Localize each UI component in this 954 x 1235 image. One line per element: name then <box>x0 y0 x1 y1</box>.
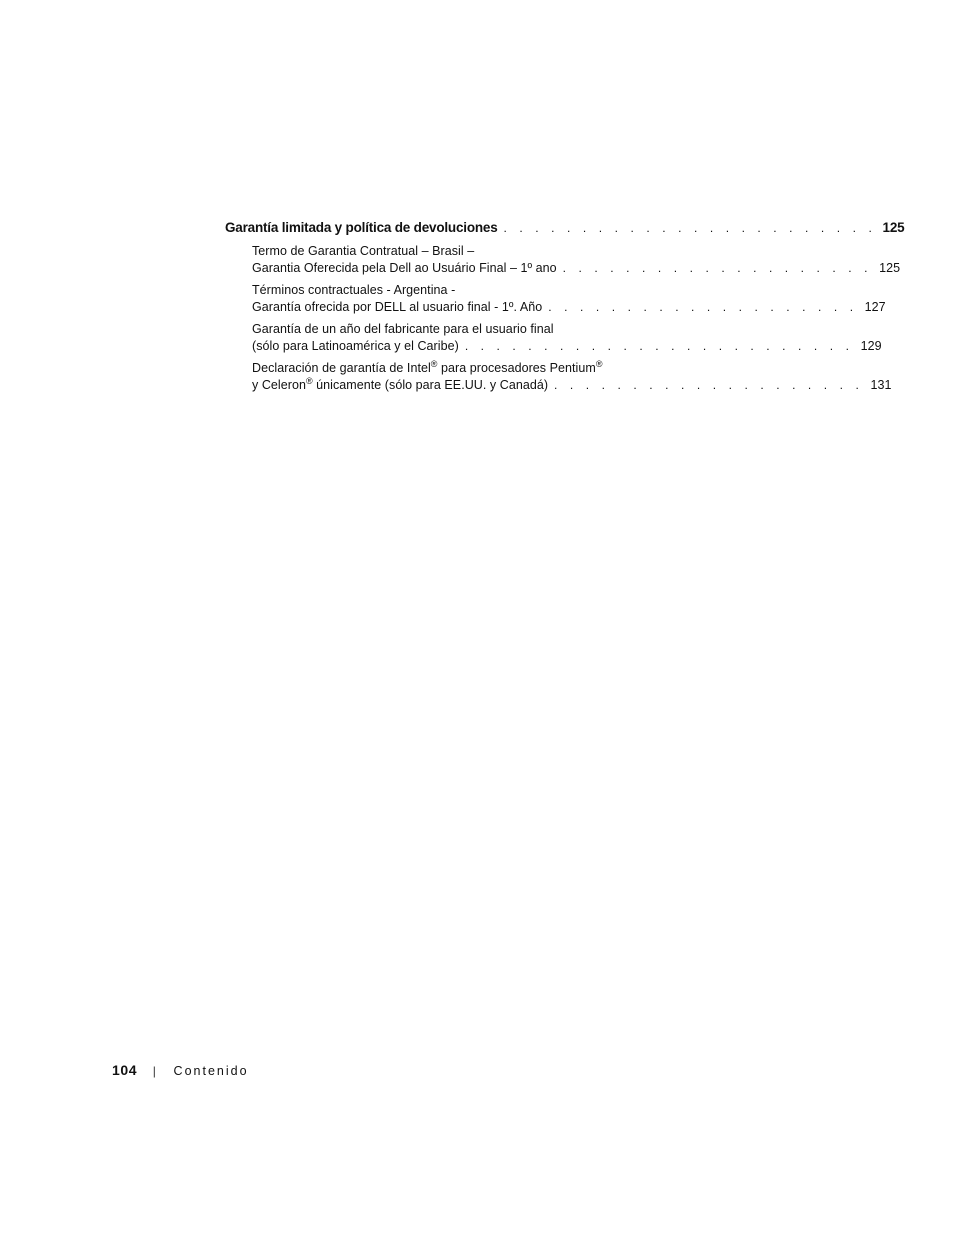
dot-leaders: . . . . . . . . . . . . . . . . . . . . . . . . <box>503 221 877 235</box>
toc-entry-text: para procesadores Pentium <box>437 361 596 375</box>
toc-section-title: Garantía limitada y política de devoluciones <box>225 220 498 235</box>
registered-mark: ® <box>595 359 603 369</box>
footer-page-number: 104 <box>112 1062 138 1078</box>
toc-section-heading[interactable] <box>225 219 905 237</box>
dot-leaders: . . . . . . . . . . . . . . . . . . . . . . . . . <box>464 339 854 353</box>
toc-entry-title-line2 <box>252 377 548 394</box>
footer-section-name: Contenido <box>173 1064 249 1078</box>
toc-page-number: 127 <box>864 300 886 314</box>
registered-mark: ® <box>305 376 313 386</box>
toc-page-number: 125 <box>879 261 901 275</box>
toc-entry-title-line2: Garantia Oferecida pela Dell ao Usuário Final – 1º ano <box>252 261 557 275</box>
toc-entry[interactable] <box>252 243 901 277</box>
toc-page-number: 131 <box>870 378 892 392</box>
toc-entry-title-line2: (sólo para Latinoamérica y el Caribe) <box>252 339 459 353</box>
toc-entry-title-line2: Garantía ofrecida por DELL al usuario final - 1º. Año <box>252 300 543 314</box>
toc-entry-title-line1: Garantía de un año del fabricante para el usuario final <box>252 322 554 336</box>
dot-leaders: . . . . . . . . . . . . . . . . . . . . <box>554 378 864 392</box>
toc-entry-title-line1: Términos contractuales - Argentina - <box>252 283 456 297</box>
toc-entry-text: únicamente (sólo para EE.UU. y Canadá) <box>312 378 549 392</box>
dot-leaders: . . . . . . . . . . . . . . . . . . . . <box>562 261 873 275</box>
registered-mark: ® <box>430 359 438 369</box>
toc-entry-title-line1 <box>252 360 657 377</box>
toc-entry-title-line1: Termo de Garantia Contratual – Brasil – <box>252 244 475 258</box>
toc-entry[interactable] <box>252 359 892 394</box>
dot-leaders: . . . . . . . . . . . . . . . . . . . . <box>548 300 858 314</box>
toc-page-number: 129 <box>860 339 882 353</box>
table-of-contents <box>225 219 905 399</box>
toc-entry[interactable] <box>252 321 882 355</box>
toc-entry[interactable] <box>252 282 886 316</box>
page-footer <box>112 1061 249 1080</box>
toc-page-number: 125 <box>882 220 905 235</box>
toc-entry-text: Declaración de garantía de Intel <box>252 361 431 375</box>
footer-separator: | <box>152 1064 156 1078</box>
toc-entry-text: y Celeron <box>252 378 306 392</box>
